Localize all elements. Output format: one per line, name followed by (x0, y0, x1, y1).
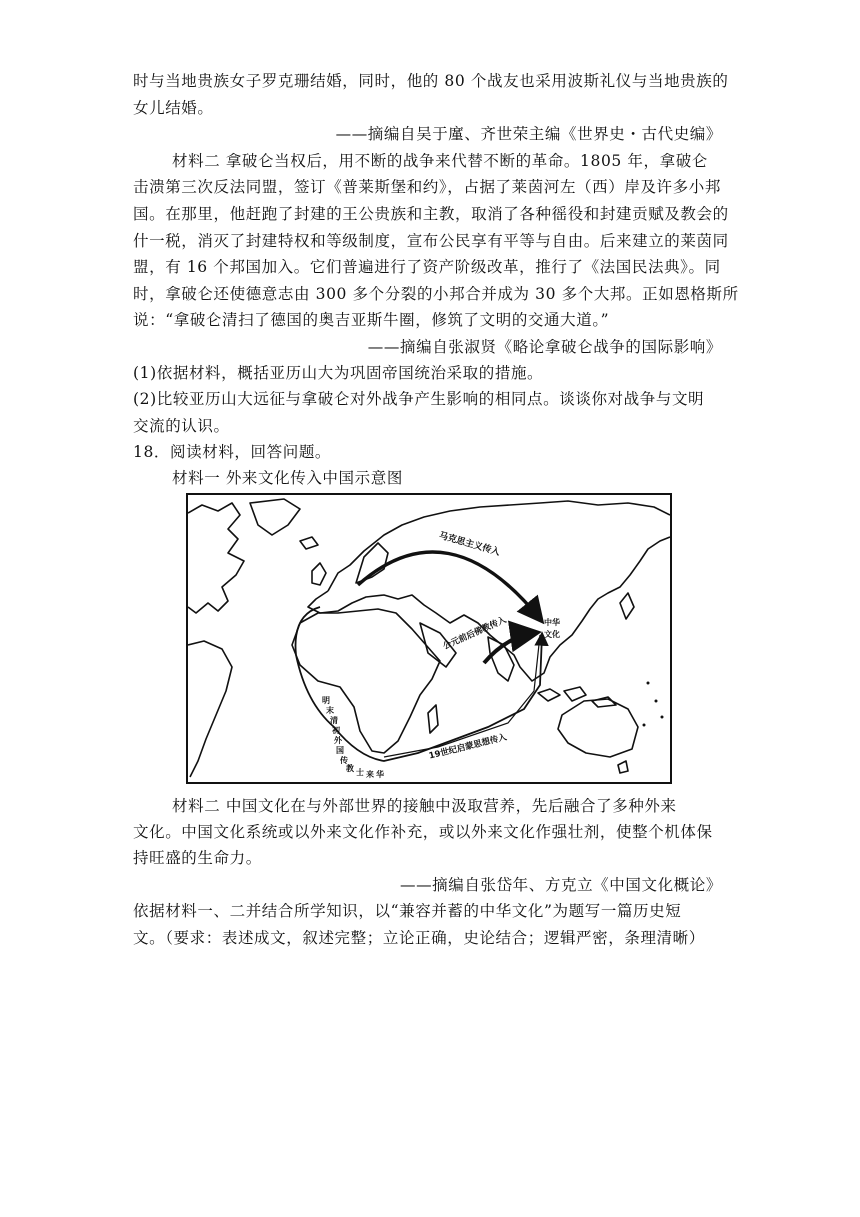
q18-material2-source: ——摘编自张岱年、方克立《中国文化概论》 (399, 876, 722, 894)
q18-task-line: 文。（要求：表述成文，叙述完整；立论正确，史论结合；逻辑严密，条理清晰） (133, 929, 705, 947)
culture-spread-map (186, 493, 672, 784)
chinese-culture-label: 文化 (544, 630, 560, 639)
missionary-label (322, 696, 384, 779)
island-dots (643, 682, 664, 727)
missionary-label-char: 国 (336, 746, 344, 755)
q18-material2-line: 文化。中国文化系统或以外来文化作补充，或以外来文化作强壮剂，使整个机体保 (133, 823, 713, 841)
missionary-label-char: 外 (334, 736, 342, 745)
world-map-drawing (188, 495, 670, 782)
q18-task-line: 依据材料一、二并结合所学知识，以“兼容并蓄的中华文化”为题写一篇历史短 (133, 902, 682, 920)
marxism-label: 马克思主义传入 (437, 530, 501, 558)
material2-source: ——摘编自张淑贤《略论拿破仑战争的国际影响》 (367, 338, 722, 356)
material2-text-line: 盟，有 16 个邦国加入。它们普遍进行了资产阶级改革，推行了《法国民法典》。同 (133, 258, 721, 276)
material2-text-line: 什一税，消灭了封建特权和等级制度，宣布公民享有平等与自由。后来建立的莱茵同 (133, 232, 729, 250)
missionary-label-char: 传 (340, 756, 348, 765)
material2-text-line: 材料二 拿破仑当权后，用不断的战争来代替不断的革命。1805 年，拿破仑 (172, 152, 708, 170)
missionary-label-char: 华 (376, 770, 384, 779)
material2-text-line: 国。在那里，他赶跑了封建的王公贵族和主教，取消了各种徭役和封建贡赋及教会的 (133, 205, 729, 223)
material2-text-line: 说：“拿破仑清扫了德国的奥吉亚斯牛圈，修筑了文明的交通大道。” (133, 311, 610, 329)
missionary-label-char: 末 (326, 706, 334, 715)
enlightenment-label: 19世纪启蒙思想传入 (427, 732, 508, 762)
china-pointer-line (534, 635, 540, 691)
q18-material2-line: 材料二 中国文化在与外部世界的接触中汲取营养，先后融合了多种外来 (172, 797, 677, 815)
missionary-label-char: 来 (366, 770, 374, 779)
q18-material2-line: 持旺盛的生命力。 (133, 849, 262, 867)
chinese-culture-label: 中华 (544, 618, 560, 627)
material2-text-line: 击溃第三次反法同盟，签订《普莱斯堡和约》，占据了莱茵河左（西）岸及许多小邦 (133, 178, 721, 196)
question-18-header: 18．阅读材料，回答问题。 (133, 443, 332, 461)
map-title: 材料一 外来文化传入中国示意图 (172, 469, 403, 487)
material2-text-line: 时，拿破仑还使德意志由 300 多个分裂的小邦合并成为 30 多个大邦。正如恩格斯所 (133, 285, 739, 303)
missionary-label-char: 清 (330, 716, 338, 725)
missionary-label-char: 明 (322, 696, 330, 705)
missionary-label-char: 教 (346, 764, 354, 773)
missionary-label-char: 士 (356, 768, 364, 777)
missionary-label-char: 初 (332, 726, 340, 735)
question-2-line: 交流的认识。 (133, 417, 230, 435)
material1-text-line: 时与当地贵族女子罗克珊结婚，同时，他的 80 个战友也采用波斯礼仪与当地贵族的 (133, 72, 729, 90)
material1-text-line: 女儿结婚。 (133, 99, 214, 117)
material1-source: ——摘编自吴于廑、齐世荣主编《世界史・古代史编》 (335, 125, 722, 143)
question-1: (1)依据材料，概括亚历山大为巩固帝国统治采取的措施。 (133, 364, 544, 382)
buddhism-label: 公元前后佛教传入 (441, 615, 508, 652)
question-2-line: (2)比较亚历山大远征与拿破仑对外战争产生影响的相同点。谈谈你对战争与文明 (133, 390, 705, 408)
continent-outlines (188, 499, 670, 777)
